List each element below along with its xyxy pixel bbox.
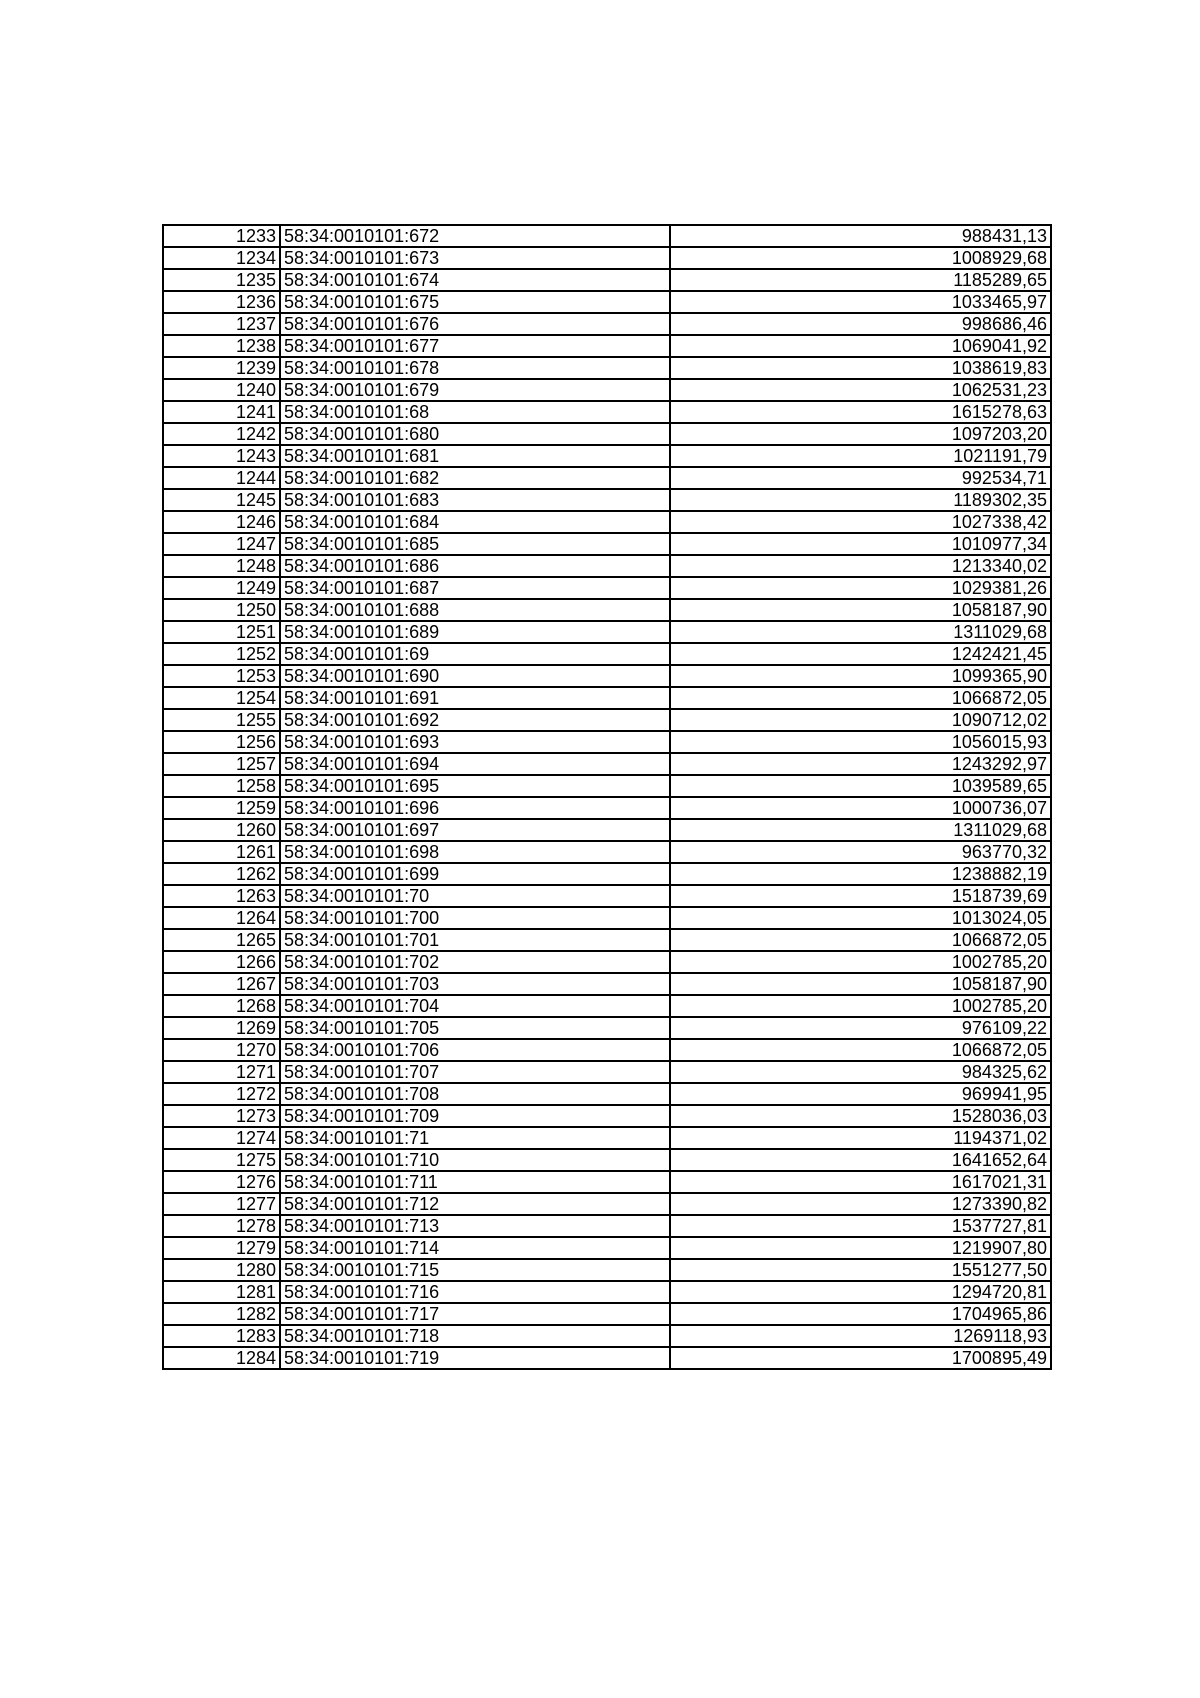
- cadastral-value-cell: 1311029,68: [670, 621, 1051, 643]
- cadastral-number-cell: 58:34:0010101:69: [280, 643, 670, 665]
- row-number-cell: 1240: [163, 379, 280, 401]
- cadastral-value-cell: 1194371,02: [670, 1127, 1051, 1149]
- row-number-cell: 1276: [163, 1171, 280, 1193]
- cadastral-number-cell: 58:34:0010101:687: [280, 577, 670, 599]
- cadastral-value-cell: 1213340,02: [670, 555, 1051, 577]
- row-number-cell: 1262: [163, 863, 280, 885]
- cadastral-number-cell: 58:34:0010101:674: [280, 269, 670, 291]
- row-number-cell: 1277: [163, 1193, 280, 1215]
- row-number-cell: 1243: [163, 445, 280, 467]
- table-row: [163, 665, 1051, 687]
- table-row: [163, 555, 1051, 577]
- cadastral-value-cell: 1058187,90: [670, 599, 1051, 621]
- cadastral-value-cell: 1021191,79: [670, 445, 1051, 467]
- cadastral-value-cell: 992534,71: [670, 467, 1051, 489]
- row-number-cell: 1266: [163, 951, 280, 973]
- table-row: [163, 1215, 1051, 1237]
- table-row: [163, 775, 1051, 797]
- cadastral-number-cell: 58:34:0010101:714: [280, 1237, 670, 1259]
- table-row: [163, 313, 1051, 335]
- cadastral-value-cell: 963770,32: [670, 841, 1051, 863]
- row-number-cell: 1278: [163, 1215, 280, 1237]
- cadastral-value-cell: 1000736,07: [670, 797, 1051, 819]
- cadastral-number-cell: 58:34:0010101:677: [280, 335, 670, 357]
- row-number-cell: 1246: [163, 511, 280, 533]
- cadastral-value-cell: 1617021,31: [670, 1171, 1051, 1193]
- cadastral-value-cell: 1099365,90: [670, 665, 1051, 687]
- row-number-cell: 1282: [163, 1303, 280, 1325]
- row-number-cell: 1265: [163, 929, 280, 951]
- row-number-cell: 1251: [163, 621, 280, 643]
- row-number-cell: 1271: [163, 1061, 280, 1083]
- cadastral-number-cell: 58:34:0010101:71: [280, 1127, 670, 1149]
- row-number-cell: 1273: [163, 1105, 280, 1127]
- cadastral-value-cell: 1002785,20: [670, 951, 1051, 973]
- cadastral-value-cell: 1056015,93: [670, 731, 1051, 753]
- table-row: [163, 621, 1051, 643]
- row-number-cell: 1245: [163, 489, 280, 511]
- table-row: [163, 1259, 1051, 1281]
- table-row: [163, 1061, 1051, 1083]
- table-row: [163, 269, 1051, 291]
- cadastral-value-cell: 1033465,97: [670, 291, 1051, 313]
- row-number-cell: 1257: [163, 753, 280, 775]
- table-row: [163, 687, 1051, 709]
- table-body: [163, 225, 1051, 1369]
- cadastral-number-cell: 58:34:0010101:698: [280, 841, 670, 863]
- cadastral-value-cell: 1219907,80: [670, 1237, 1051, 1259]
- row-number-cell: 1268: [163, 995, 280, 1017]
- table-row: [163, 1039, 1051, 1061]
- row-number-cell: 1275: [163, 1149, 280, 1171]
- cadastral-number-cell: 58:34:0010101:692: [280, 709, 670, 731]
- cadastral-number-cell: 58:34:0010101:715: [280, 1259, 670, 1281]
- table-row: [163, 885, 1051, 907]
- cadastral-value-cell: 1528036,03: [670, 1105, 1051, 1127]
- cadastral-number-cell: 58:34:0010101:684: [280, 511, 670, 533]
- row-number-cell: 1258: [163, 775, 280, 797]
- table-row: [163, 929, 1051, 951]
- cadastral-value-cell: 984325,62: [670, 1061, 1051, 1083]
- cadastral-number-cell: 58:34:0010101:690: [280, 665, 670, 687]
- table-row: [163, 335, 1051, 357]
- cadastral-number-cell: 58:34:0010101:693: [280, 731, 670, 753]
- cadastral-number-cell: 58:34:0010101:673: [280, 247, 670, 269]
- table-row: [163, 973, 1051, 995]
- cadastral-number-cell: 58:34:0010101:705: [280, 1017, 670, 1039]
- cadastral-number-cell: 58:34:0010101:675: [280, 291, 670, 313]
- table-row: [163, 401, 1051, 423]
- row-number-cell: 1272: [163, 1083, 280, 1105]
- table-row: [163, 1325, 1051, 1347]
- row-number-cell: 1241: [163, 401, 280, 423]
- row-number-cell: 1239: [163, 357, 280, 379]
- row-number-cell: 1270: [163, 1039, 280, 1061]
- table-row: [163, 863, 1051, 885]
- cadastral-value-cell: 1038619,83: [670, 357, 1051, 379]
- table-row: [163, 907, 1051, 929]
- cadastral-number-cell: 58:34:0010101:702: [280, 951, 670, 973]
- table-row: [163, 423, 1051, 445]
- cadastral-number-cell: 58:34:0010101:682: [280, 467, 670, 489]
- cadastral-number-cell: 58:34:0010101:700: [280, 907, 670, 929]
- table-row: [163, 467, 1051, 489]
- cadastral-number-cell: 58:34:0010101:707: [280, 1061, 670, 1083]
- cadastral-value-cell: 969941,95: [670, 1083, 1051, 1105]
- row-number-cell: 1255: [163, 709, 280, 731]
- row-number-cell: 1284: [163, 1347, 280, 1369]
- row-number-cell: 1237: [163, 313, 280, 335]
- cadastral-number-cell: 58:34:0010101:716: [280, 1281, 670, 1303]
- table-row: [163, 489, 1051, 511]
- table-row: [163, 357, 1051, 379]
- row-number-cell: 1264: [163, 907, 280, 929]
- cadastral-number-cell: 58:34:0010101:706: [280, 1039, 670, 1061]
- cadastral-value-cell: 1066872,05: [670, 929, 1051, 951]
- cadastral-number-cell: 58:34:0010101:710: [280, 1149, 670, 1171]
- cadastral-value-cell: 1238882,19: [670, 863, 1051, 885]
- cadastral-value-cell: 1013024,05: [670, 907, 1051, 929]
- table-row: [163, 995, 1051, 1017]
- cadastral-value-cell: 1700895,49: [670, 1347, 1051, 1369]
- cadastral-value-cell: 1537727,81: [670, 1215, 1051, 1237]
- table-row: [163, 753, 1051, 775]
- table-row: [163, 1281, 1051, 1303]
- cadastral-value-cell: 1097203,20: [670, 423, 1051, 445]
- table-row: [163, 709, 1051, 731]
- cadastral-number-cell: 58:34:0010101:704: [280, 995, 670, 1017]
- cadastral-value-cell: 1039589,65: [670, 775, 1051, 797]
- row-number-cell: 1252: [163, 643, 280, 665]
- cadastral-number-cell: 58:34:0010101:683: [280, 489, 670, 511]
- cadastral-value-cell: 1066872,05: [670, 687, 1051, 709]
- row-number-cell: 1269: [163, 1017, 280, 1039]
- table-row: [163, 1127, 1051, 1149]
- cadastral-number-cell: 58:34:0010101:697: [280, 819, 670, 841]
- table-row: [163, 291, 1051, 313]
- cadastral-value-cell: 1069041,92: [670, 335, 1051, 357]
- cadastral-number-cell: 58:34:0010101:703: [280, 973, 670, 995]
- row-number-cell: 1267: [163, 973, 280, 995]
- cadastral-value-cell: 1029381,26: [670, 577, 1051, 599]
- table-row: [163, 445, 1051, 467]
- cadastral-number-cell: 58:34:0010101:708: [280, 1083, 670, 1105]
- cadastral-value-cell: 1189302,35: [670, 489, 1051, 511]
- cadastral-value-cell: 1185289,65: [670, 269, 1051, 291]
- cadastral-value-table: [162, 224, 1052, 1370]
- cadastral-number-cell: 58:34:0010101:701: [280, 929, 670, 951]
- cadastral-value-cell: 1066872,05: [670, 1039, 1051, 1061]
- row-number-cell: 1259: [163, 797, 280, 819]
- cadastral-value-cell: 998686,46: [670, 313, 1051, 335]
- cadastral-number-cell: 58:34:0010101:680: [280, 423, 670, 445]
- cadastral-value-cell: 1518739,69: [670, 885, 1051, 907]
- cadastral-value-cell: 976109,22: [670, 1017, 1051, 1039]
- row-number-cell: 1263: [163, 885, 280, 907]
- cadastral-number-cell: 58:34:0010101:686: [280, 555, 670, 577]
- table-row: [163, 819, 1051, 841]
- row-number-cell: 1279: [163, 1237, 280, 1259]
- row-number-cell: 1254: [163, 687, 280, 709]
- cadastral-value-cell: 1273390,82: [670, 1193, 1051, 1215]
- cadastral-value-cell: 1242421,45: [670, 643, 1051, 665]
- cadastral-number-cell: 58:34:0010101:719: [280, 1347, 670, 1369]
- row-number-cell: 1234: [163, 247, 280, 269]
- cadastral-number-cell: 58:34:0010101:678: [280, 357, 670, 379]
- row-number-cell: 1260: [163, 819, 280, 841]
- cadastral-number-cell: 58:34:0010101:685: [280, 533, 670, 555]
- table-row: [163, 533, 1051, 555]
- table-row: [163, 1193, 1051, 1215]
- table-row: [163, 247, 1051, 269]
- row-number-cell: 1253: [163, 665, 280, 687]
- table-row: [163, 731, 1051, 753]
- cadastral-value-cell: 1058187,90: [670, 973, 1051, 995]
- row-number-cell: 1248: [163, 555, 280, 577]
- cadastral-number-cell: 58:34:0010101:695: [280, 775, 670, 797]
- table-row: [163, 379, 1051, 401]
- row-number-cell: 1283: [163, 1325, 280, 1347]
- table-row: [163, 577, 1051, 599]
- cadastral-number-cell: 58:34:0010101:681: [280, 445, 670, 467]
- cadastral-number-cell: 58:34:0010101:672: [280, 225, 670, 247]
- row-number-cell: 1235: [163, 269, 280, 291]
- table-row: [163, 797, 1051, 819]
- cadastral-value-cell: 988431,13: [670, 225, 1051, 247]
- cadastral-value-cell: 1002785,20: [670, 995, 1051, 1017]
- table-row: [163, 643, 1051, 665]
- cadastral-value-cell: 1243292,97: [670, 753, 1051, 775]
- cadastral-value-cell: 1062531,23: [670, 379, 1051, 401]
- cadastral-number-cell: 58:34:0010101:718: [280, 1325, 670, 1347]
- cadastral-number-cell: 58:34:0010101:696: [280, 797, 670, 819]
- cadastral-number-cell: 58:34:0010101:679: [280, 379, 670, 401]
- row-number-cell: 1247: [163, 533, 280, 555]
- cadastral-number-cell: 58:34:0010101:691: [280, 687, 670, 709]
- cadastral-value-cell: 1090712,02: [670, 709, 1051, 731]
- row-number-cell: 1281: [163, 1281, 280, 1303]
- cadastral-value-cell: 1615278,63: [670, 401, 1051, 423]
- cadastral-number-cell: 58:34:0010101:713: [280, 1215, 670, 1237]
- cadastral-value-cell: 1641652,64: [670, 1149, 1051, 1171]
- cadastral-value-cell: 1269118,93: [670, 1325, 1051, 1347]
- cadastral-value-cell: 1008929,68: [670, 247, 1051, 269]
- row-number-cell: 1236: [163, 291, 280, 313]
- cadastral-number-cell: 58:34:0010101:676: [280, 313, 670, 335]
- table-row: [163, 1347, 1051, 1369]
- cadastral-number-cell: 58:34:0010101:712: [280, 1193, 670, 1215]
- table-row: [163, 1105, 1051, 1127]
- cadastral-number-cell: 58:34:0010101:717: [280, 1303, 670, 1325]
- cadastral-value-cell: 1294720,81: [670, 1281, 1051, 1303]
- row-number-cell: 1256: [163, 731, 280, 753]
- table-row: [163, 1017, 1051, 1039]
- cadastral-number-cell: 58:34:0010101:68: [280, 401, 670, 423]
- cadastral-number-cell: 58:34:0010101:694: [280, 753, 670, 775]
- row-number-cell: 1233: [163, 225, 280, 247]
- cadastral-number-cell: 58:34:0010101:711: [280, 1171, 670, 1193]
- row-number-cell: 1244: [163, 467, 280, 489]
- table-row: [163, 951, 1051, 973]
- table-row: [163, 1149, 1051, 1171]
- cadastral-value-cell: 1027338,42: [670, 511, 1051, 533]
- cadastral-number-cell: 58:34:0010101:699: [280, 863, 670, 885]
- table-row: [163, 841, 1051, 863]
- table-row: [163, 1171, 1051, 1193]
- table-row: [163, 599, 1051, 621]
- cadastral-number-cell: 58:34:0010101:688: [280, 599, 670, 621]
- row-number-cell: 1274: [163, 1127, 280, 1149]
- row-number-cell: 1249: [163, 577, 280, 599]
- cadastral-number-cell: 58:34:0010101:689: [280, 621, 670, 643]
- table-row: [163, 511, 1051, 533]
- cadastral-value-cell: 1551277,50: [670, 1259, 1051, 1281]
- table-row: [163, 1237, 1051, 1259]
- row-number-cell: 1261: [163, 841, 280, 863]
- row-number-cell: 1280: [163, 1259, 280, 1281]
- cadastral-number-cell: 58:34:0010101:70: [280, 885, 670, 907]
- cadastral-value-cell: 1311029,68: [670, 819, 1051, 841]
- table-row: [163, 225, 1051, 247]
- cadastral-value-cell: 1010977,34: [670, 533, 1051, 555]
- row-number-cell: 1250: [163, 599, 280, 621]
- row-number-cell: 1242: [163, 423, 280, 445]
- cadastral-number-cell: 58:34:0010101:709: [280, 1105, 670, 1127]
- cadastral-value-cell: 1704965,86: [670, 1303, 1051, 1325]
- table-row: [163, 1303, 1051, 1325]
- row-number-cell: 1238: [163, 335, 280, 357]
- table-row: [163, 1083, 1051, 1105]
